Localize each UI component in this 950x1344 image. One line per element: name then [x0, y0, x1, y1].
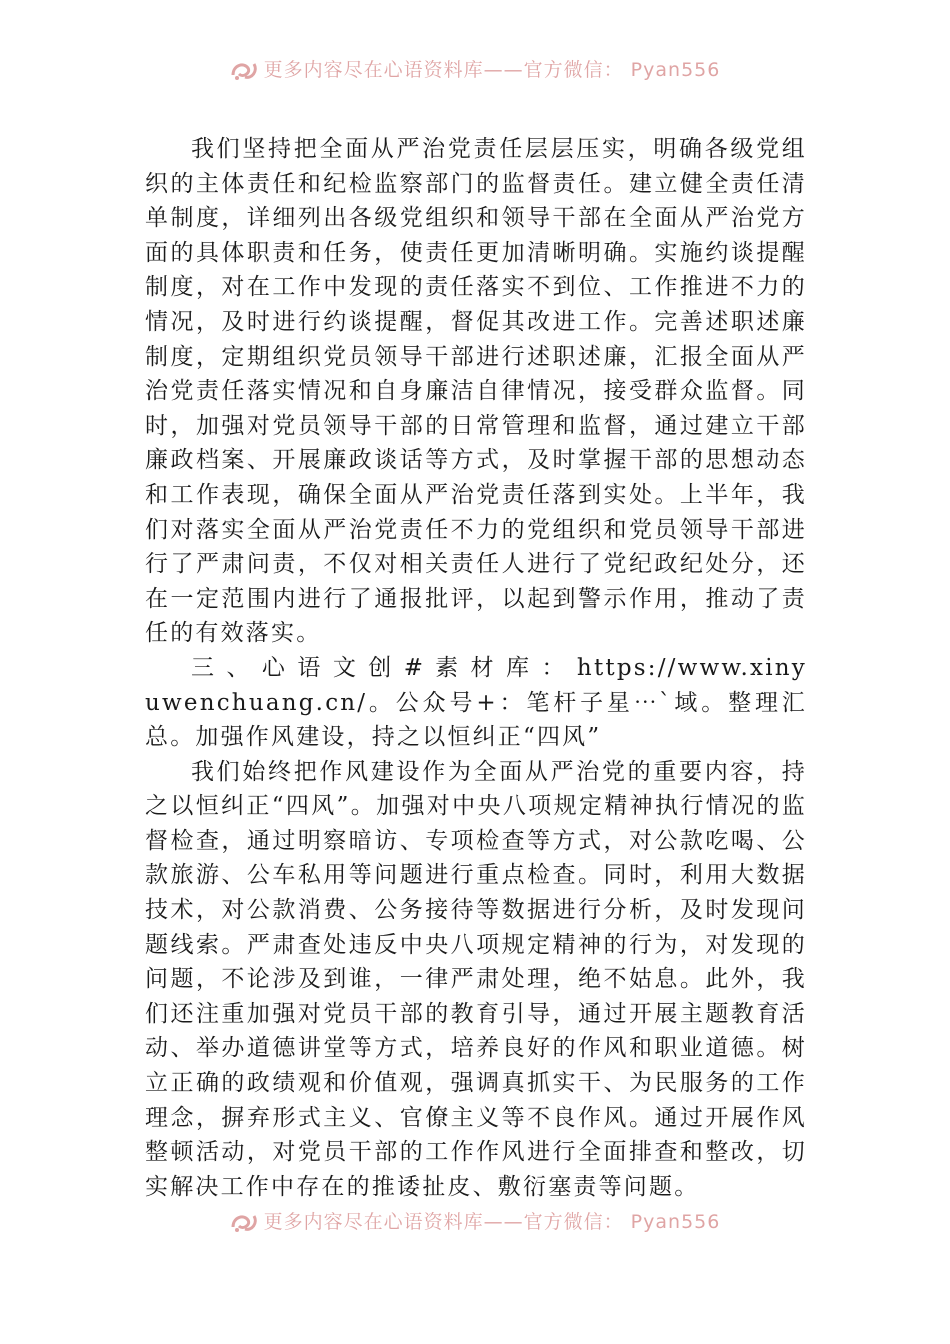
brand-logo-icon — [230, 1211, 260, 1233]
watermark-text: 更多内容尽在心语资料库——官方微信： Pyan556 — [263, 1210, 721, 1233]
paragraph-responsibility: 我们坚持把全面从严治党责任层层压实，明确各级党组织的主体责任和纪检监察部门的监督责任。建立健全责任清单制度，详细列出各级党组织和领导干部在全面从严治党方面的具体职责和任务，使责任更加清晰明确。实施约谈提醒制度，对在工作中发现的责任落实不到位、工作推进不力的情况，及时进行约谈提醒，督促其改进工作。完善述职述廉制度，定期组织党员领导干部进行述职述廉，汇报全面从严治党责任落实情况和自身廉洁自律情况，接受群众监督。同时，加强对党员领导干部的日常管理和监督，通过建立干部廉政档案、开展廉政谈话等方式，及时掌握干部的思想动态和工作表现，确保全面从严治党责任落到实处。上半年，我们对落实全面从严治党责任不力的党组织和党员领导干部进行了严肃问责，不仅对相关责任人进行了党纪政纪处分，还在一定范围内进行了通报批评，以起到警示作用，推动了责任的有效落实。 — [145, 136, 807, 647]
paragraph-work-style: 我们始终把作风建设作为全面从严治党的重要内容，持之以恒纠正“四风”。加强对中央八项规定精神执行情况的监督检查，通过明察暗访、专项检查等方式，对公款吃喝、公款旅游、公车私用等问题进行重点检查。同时，利用大数据技术，对公款消费、公务接待等数据进行分析，及时发现问题线索。严肃查处违反中央八项规定精神的行为，对发现的问题，不论涉及到谁，一律严肃处理，绝不姑息。此外，我们还注重加强对党员干部的教育引导，通过开展主题教育活动、举办道德讲堂等方式，培养良好的作风和职业道德。树立正确的政绩观和价值观，强调真抓实干、为民服务的工作理念，摒弃形式主义、官僚主义等不良作风。通过开展作风整顿活动，对党员干部的工作作风进行全面排查和整改，切实解决工作中存在的推诿扯皮、敷衍塞责等问题。 — [145, 758, 807, 1200]
brand-logo-icon — [230, 59, 260, 81]
watermark-text: 更多内容尽在心语资料库——官方微信： Pyan556 — [263, 58, 721, 81]
footer-watermark — [0, 1205, 950, 1239]
header-watermark — [0, 53, 950, 87]
document-body — [145, 132, 807, 1204]
paragraph-section-heading: 三 、 心 语 文 创 # 素 材 库 ： https://www.xinyuwenchuang.cn/。公众号+：笔杆子星⋯`域。整理汇总。加强作风建设，持之以恒纠正“四风” — [145, 654, 807, 751]
